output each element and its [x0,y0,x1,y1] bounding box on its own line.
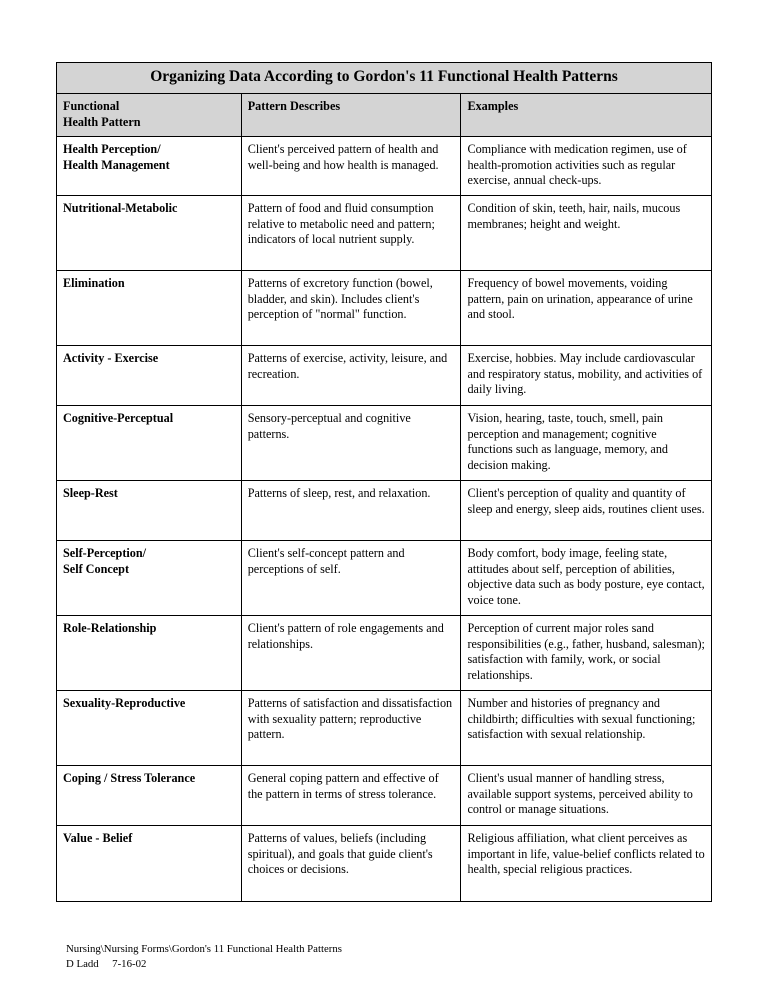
footer-path: Nursing\Nursing Forms\Gordon's 11 Functional Health Patterns [66,943,342,955]
pattern-cell: Cognitive-Perceptual [57,406,242,481]
examples-cell: Vision, hearing, taste, touch, smell, pain perception and management; cognitive functions such as language, memory, and decision making. [461,406,712,481]
examples-cell: Religious affiliation, what client perceives as important in life, value-belief conflicts related to health, special religious practices. [461,826,712,902]
pattern-cell: Activity - Exercise [57,346,242,406]
describes-cell: Patterns of satisfaction and dissatisfaction with sexuality pattern; reproductive pattern. [241,691,461,766]
describes-cell: Client's self-concept pattern and perceptions of self. [241,541,461,616]
pattern-cell: Sexuality-Reproductive [57,691,242,766]
table-row [57,137,712,196]
describes-cell: Pattern of food and fluid consumption relative to metabolic need and pattern; indicators of local nutrient supply. [241,196,461,271]
column-header-pattern: Functional Health Pattern [57,94,242,137]
table-body [57,137,712,902]
table-row [57,691,712,766]
describes-cell: Sensory-perceptual and cognitive patterns. [241,406,461,481]
table-row [57,271,712,346]
describes-cell: General coping pattern and effective of the pattern in terms of stress tolerance. [241,766,461,826]
table-row [57,196,712,271]
table-row [57,541,712,616]
describes-cell: Patterns of exercise, activity, leisure, and recreation. [241,346,461,406]
describes-cell: Patterns of sleep, rest, and relaxation. [241,481,461,541]
table-row [57,616,712,691]
examples-cell: Number and histories of pregnancy and childbirth; difficulties with sexual functioning; satisfaction with sexual relationship. [461,691,712,766]
column-header-describes: Pattern Describes [241,94,461,137]
describes-cell: Patterns of values, beliefs (including spiritual), and goals that guide client's choices or decisions. [241,826,461,902]
table-row [57,346,712,406]
pattern-cell: Role-Relationship [57,616,242,691]
functional-health-patterns-table [56,62,712,902]
pattern-cell: Nutritional-Metabolic [57,196,242,271]
examples-cell: Exercise, hobbies. May include cardiovascular and respiratory status, mobility, and activities of daily living. [461,346,712,406]
pattern-cell: Coping / Stress Tolerance [57,766,242,826]
table-title-row [57,63,712,94]
pattern-cell: Health Perception/ Health Management [57,137,242,196]
footer-author-date: D Ladd 7-16-02 [66,958,147,970]
pattern-cell: Value - Belief [57,826,242,902]
column-header-examples: Examples [461,94,712,137]
examples-cell: Compliance with medication regimen, use of health-promotion activities such as regular exercise, annual check-ups. [461,137,712,196]
column-header-row [57,94,712,137]
table-title: Organizing Data According to Gordon's 11 Functional Health Patterns [57,63,712,94]
examples-cell: Condition of skin, teeth, hair, nails, mucous membranes; height and weight. [461,196,712,271]
table-row [57,406,712,481]
pattern-cell: Elimination [57,271,242,346]
examples-cell: Client's perception of quality and quantity of sleep and energy, sleep aids, routines client uses. [461,481,712,541]
table-row [57,481,712,541]
examples-cell: Client's usual manner of handling stress, available support systems, perceived ability to control or manage situations. [461,766,712,826]
table-row [57,826,712,902]
describes-cell: Patterns of excretory function (bowel, bladder, and skin). Includes client's perception of "normal" function. [241,271,461,346]
pattern-cell: Self-Perception/ Self Concept [57,541,242,616]
describes-cell: Client's perceived pattern of health and well-being and how health is managed. [241,137,461,196]
examples-cell: Perception of current major roles sand responsibilities (e.g., father, husband, salesman); satisfaction with family, work, or social relationships. [461,616,712,691]
examples-cell: Body comfort, body image, feeling state, attitudes about self, perception of abilities, objective data such as body posture, eye contact, voice tone. [461,541,712,616]
table-row [57,766,712,826]
pattern-cell: Sleep-Rest [57,481,242,541]
examples-cell: Frequency of bowel movements, voiding pattern, pain on urination, appearance of urine and stool. [461,271,712,346]
describes-cell: Client's pattern of role engagements and relationships. [241,616,461,691]
